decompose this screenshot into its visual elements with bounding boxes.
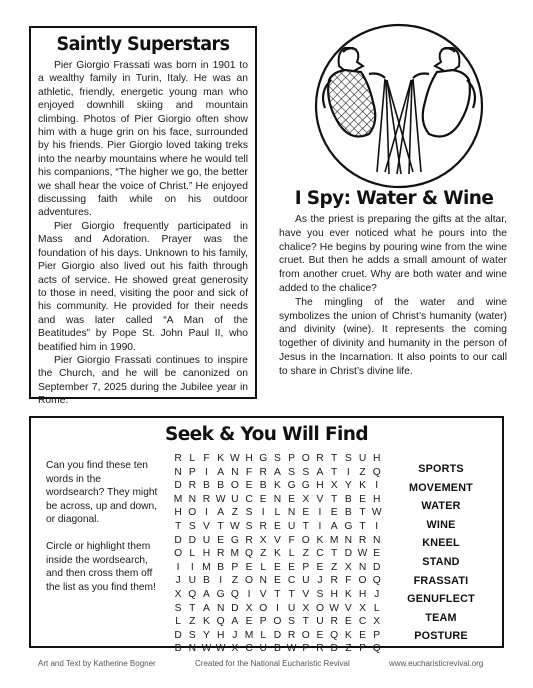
grid-letter[interactable]: I — [205, 466, 208, 478]
grid-letter[interactable]: T — [331, 548, 338, 560]
word-list-item[interactable]: SPORTS — [418, 463, 464, 475]
grid-letter[interactable]: L — [175, 616, 181, 628]
grid-letter[interactable]: H — [174, 507, 182, 519]
i-spy-paragraph-1: As the priest is preparing the gifts at the altar, have you ever noticed what he pours into the chalice? He begins by pouring wine from the wine cruet. But then he adds a small amount of water from another cruet. Why are both water and wine added to the chalice? — [279, 214, 507, 294]
grid-letter[interactable]: L — [274, 507, 281, 519]
grid-letter[interactable]: E — [273, 575, 281, 587]
grid-letter[interactable]: W — [229, 453, 240, 464]
grid-letter[interactable]: T — [174, 520, 182, 532]
grid-letter[interactable]: I — [190, 561, 194, 573]
grid-letter[interactable]: D — [174, 629, 182, 641]
grid-letter[interactable]: I — [176, 561, 180, 573]
grid-letter[interactable]: E — [330, 507, 338, 519]
grid-letter[interactable]: W — [201, 643, 212, 655]
word-list-item[interactable]: GENUFLECT — [407, 593, 475, 606]
word-list-item[interactable]: FRASSATI — [413, 574, 469, 587]
grid-letter[interactable]: C — [358, 616, 367, 628]
grid-letter[interactable]: U — [231, 493, 239, 505]
grid-letter[interactable]: S — [316, 588, 324, 600]
grid-letter[interactable]: E — [288, 561, 296, 573]
grid-row — [171, 534, 384, 548]
grid-letter[interactable]: U — [287, 520, 296, 532]
grid-letter[interactable]: D — [344, 548, 353, 560]
grid-letter[interactable]: R — [216, 548, 225, 560]
grid-letter[interactable]: W — [215, 493, 226, 505]
grid-letter[interactable]: V — [273, 534, 281, 546]
grid-row — [171, 602, 384, 616]
grid-letter[interactable]: O — [174, 548, 183, 560]
grid-letter[interactable]: T — [331, 453, 338, 464]
grid-letter[interactable]: U — [302, 575, 310, 587]
grid-letter[interactable]: Z — [231, 575, 238, 587]
grid-letter[interactable]: Z — [231, 507, 238, 519]
grid-letter[interactable]: W — [371, 507, 382, 519]
grid-letter[interactable]: T — [189, 602, 196, 614]
grid-letter[interactable]: H — [316, 480, 324, 492]
grid-row — [171, 452, 384, 466]
word-list — [386, 460, 496, 646]
cruets-pouring-illustration — [299, 22, 499, 190]
word-list-item[interactable]: KNEEL — [422, 537, 460, 550]
grid-letter[interactable]: U — [202, 534, 211, 546]
grid-letter[interactable]: L — [189, 453, 196, 464]
grid-letter[interactable]: P — [359, 643, 366, 655]
grid-letter[interactable]: D — [188, 534, 196, 546]
grid-letter[interactable]: Z — [359, 466, 366, 478]
grid-letter[interactable]: S — [188, 520, 196, 532]
grid-letter[interactable]: I — [318, 520, 322, 532]
grid-letter[interactable]: E — [359, 493, 366, 505]
grid-letter[interactable]: Z — [345, 643, 352, 655]
grid-letter[interactable]: R — [330, 616, 338, 628]
grid-letter[interactable]: T — [288, 588, 295, 600]
grid-letter[interactable]: B — [203, 480, 210, 492]
word-search-instructions — [46, 459, 161, 607]
grid-letter[interactable]: B — [203, 575, 210, 587]
grid-letter[interactable]: M — [244, 629, 254, 641]
grid-letter[interactable]: Z — [260, 548, 267, 560]
grid-letter[interactable]: H — [373, 493, 381, 505]
grid-letter[interactable]: M — [329, 534, 339, 546]
instructions-paragraph-1: Can you find these ten words in the wordsearch? They might be across, up and down, or diagonal. — [46, 460, 158, 526]
grid-row — [171, 520, 384, 534]
grid-letter[interactable]: W — [357, 548, 368, 560]
grid-letter[interactable]: K — [217, 453, 225, 464]
grid-letter[interactable]: R — [287, 629, 296, 641]
grid-letter[interactable]: I — [318, 507, 322, 519]
grid-letter[interactable]: C — [245, 493, 253, 505]
grid-letter[interactable]: Y — [203, 629, 210, 641]
grid-letter[interactable]: J — [232, 629, 238, 641]
grid-letter[interactable]: K — [316, 534, 324, 546]
grid-letter[interactable]: P — [302, 561, 310, 573]
grid-letter[interactable]: R — [316, 643, 324, 655]
grid-letter[interactable]: H — [202, 548, 211, 560]
word-list-item[interactable]: TEAM — [425, 611, 457, 624]
grid-letter[interactable]: K — [344, 629, 352, 641]
grid-letter[interactable]: X — [302, 493, 310, 505]
grid-letter[interactable]: S — [174, 602, 182, 614]
grid-letter[interactable]: K — [344, 588, 352, 600]
grid-letter[interactable]: Q — [230, 588, 239, 600]
grid-letter[interactable]: L — [288, 548, 295, 560]
grid-letter[interactable]: S — [245, 520, 253, 532]
grid-letter[interactable]: P — [288, 453, 296, 464]
grid-row — [171, 493, 384, 507]
grid-row — [171, 479, 384, 493]
grid-letter[interactable]: N — [287, 507, 296, 519]
grid-letter[interactable]: B — [344, 493, 352, 505]
grid-letter[interactable]: X — [231, 643, 239, 655]
grid-row — [171, 561, 384, 575]
grid-letter[interactable]: T — [331, 466, 338, 478]
grid-letter[interactable]: C — [287, 575, 296, 587]
footer-created: Created for the National Eucharistic Revival — [195, 659, 350, 668]
grid-letter[interactable]: V — [302, 588, 310, 600]
grid-letter[interactable]: H — [330, 588, 338, 600]
grid-letter[interactable]: F — [288, 534, 295, 546]
grid-letter[interactable]: Z — [331, 561, 338, 573]
grid-letter[interactable]: A — [330, 520, 338, 532]
grid-letter[interactable]: R — [259, 466, 267, 478]
grid-letter[interactable]: T — [359, 507, 366, 519]
page-footer — [38, 659, 498, 673]
grid-letter[interactable]: E — [259, 493, 267, 505]
grid-letter[interactable]: F — [203, 453, 210, 464]
grid-letter[interactable]: E — [316, 629, 324, 641]
grid-letter[interactable]: U — [259, 643, 267, 655]
grid-letter[interactable]: D — [373, 561, 381, 573]
grid-letter[interactable]: E — [288, 493, 296, 505]
grid-letter[interactable]: G — [216, 588, 225, 600]
grid-letter[interactable]: S — [344, 453, 352, 464]
grid-letter[interactable]: N — [259, 575, 267, 587]
grid-letter[interactable]: U — [287, 602, 296, 614]
grid-letter[interactable]: O — [259, 602, 268, 614]
grid-letter[interactable]: H — [373, 453, 381, 464]
grid-letter[interactable]: O — [245, 575, 254, 587]
grid-letter[interactable]: X — [174, 588, 182, 600]
grid-letter[interactable]: N — [216, 602, 225, 614]
grid-letter[interactable]: N — [188, 493, 196, 505]
saintly-paragraph-1: Pier Giorgio Frassati was born in 1901 to a wealthy family in Turin, Italy. He was an athletic, friendly, energetic young man who enjoyed downhill skiing and mountain climbing. Photos of Pier Giorgio often show him with a huge grin on his face, surrounded by his friends. Pier Giorgio loved taking treks into the nearby mountains where he would tell his companions, “The higher we go, the better we shall hear the voice of Christ.” He enjoyed discussing faith while on his outdoor adventures. — [38, 60, 248, 219]
grid-letter[interactable]: S — [188, 629, 196, 641]
grid-letter[interactable]: I — [261, 507, 265, 519]
grid-letter[interactable]: I — [375, 480, 379, 492]
i-spy-paragraph-2: The mingling of the water and wine symbolizes the union of Christ’s humanity (water) and divinity (wine). It represents the coming together of divinity and humanity in the person of Jesus in the Incarnation. It also points to our call to share in Christ’s divine life. — [279, 296, 507, 377]
grid-letter[interactable]: I — [375, 520, 379, 532]
word-list-item[interactable]: WATER — [421, 500, 461, 513]
grid-letter[interactable]: R — [316, 453, 324, 464]
grid-letter[interactable]: F — [345, 575, 352, 587]
grid-letter[interactable]: U — [188, 575, 196, 587]
grid-letter[interactable]: R — [174, 453, 182, 464]
grid-letter[interactable]: A — [231, 616, 239, 628]
grid-letter[interactable]: V — [203, 520, 210, 532]
grid-letter[interactable]: S — [288, 616, 296, 628]
i-spy-body — [279, 213, 507, 379]
saintly-superstars-box — [29, 26, 257, 407]
grid-letter[interactable]: N — [188, 643, 196, 655]
grid-letter[interactable]: L — [260, 629, 267, 641]
grid-letter[interactable]: Q — [330, 629, 339, 641]
grid-letter[interactable]: L — [189, 548, 196, 560]
grid-letter[interactable]: J — [374, 588, 380, 600]
grid-letter[interactable]: H — [245, 453, 253, 464]
grid-letter[interactable]: N — [273, 493, 282, 505]
grid-letter[interactable]: T — [217, 520, 224, 532]
grid-letter[interactable]: M — [230, 548, 240, 560]
word-list-item[interactable]: WINE — [426, 518, 456, 531]
grid-letter[interactable]: P — [188, 466, 196, 478]
footer-website[interactable]: www.eucharisticrevival.org — [389, 659, 484, 668]
grid-letter[interactable]: R — [330, 575, 338, 587]
grid-letter[interactable]: W — [215, 643, 226, 655]
grid-letter[interactable]: F — [245, 466, 253, 478]
grid-letter[interactable]: A — [217, 466, 225, 478]
grid-letter[interactable]: U — [316, 616, 324, 628]
grid-letter[interactable]: K — [203, 616, 210, 628]
grid-letter[interactable]: I — [205, 507, 208, 519]
grid-letter[interactable]: O — [230, 480, 239, 492]
grid-letter[interactable]: R — [202, 493, 211, 505]
grid-letter[interactable]: V — [259, 588, 267, 600]
grid-letter[interactable]: U — [358, 453, 367, 464]
grid-letter[interactable]: W — [329, 602, 340, 614]
grid-letter[interactable]: X — [302, 602, 310, 614]
grid-letter[interactable]: Q — [372, 575, 381, 587]
grid-letter[interactable]: P — [373, 629, 381, 641]
grid-letter[interactable]: Q — [188, 588, 197, 600]
grid-letter[interactable]: R — [188, 480, 196, 492]
grid-letter[interactable]: E — [316, 561, 324, 573]
grid-letter[interactable]: T — [331, 493, 338, 505]
grid-letter[interactable]: N — [174, 466, 182, 478]
grid-letter[interactable]: S — [245, 507, 253, 519]
grid-letter[interactable]: N — [231, 466, 239, 478]
grid-letter[interactable]: B — [344, 507, 352, 519]
grid-letter[interactable]: Z — [189, 616, 196, 628]
grid-letter[interactable]: A — [273, 466, 281, 478]
grid-letter[interactable]: C — [245, 643, 253, 655]
grid-letter[interactable]: E — [245, 616, 253, 628]
grid-letter[interactable]: E — [359, 629, 366, 641]
saintly-paragraph-2: Pier Giorgio frequently participated in Mass and Adoration. Prayer was the foundation of his days. Unknown to his family, Pier Giorgio also lived out his faith through acts of service. He showed great generosity to those in need, visiting the poor and sick of his community. He provided for their needs and was later called “A Man of the Beatitudes” by Pope St. John Paul II, who beatified him in 1990. — [38, 220, 248, 353]
grid-letter[interactable]: M — [173, 493, 183, 505]
grid-letter[interactable]: E — [302, 507, 310, 519]
grid-letter[interactable]: I — [346, 466, 350, 478]
grid-letter[interactable]: A — [217, 507, 225, 519]
grid-letter[interactable]: T — [274, 588, 281, 600]
word-search-title: Seek & You Will Find — [164, 424, 369, 445]
grid-letter[interactable]: E — [344, 616, 352, 628]
grid-letter[interactable]: L — [260, 561, 267, 573]
grid-letter[interactable]: O — [188, 507, 197, 519]
grid-letter[interactable]: Y — [344, 480, 352, 492]
grid-letter[interactable]: G — [344, 520, 353, 532]
grid-letter[interactable]: O — [301, 629, 310, 641]
grid-letter[interactable]: V — [344, 602, 352, 614]
grid-letter[interactable]: D — [273, 629, 282, 641]
grid-letter[interactable]: Q — [216, 616, 225, 628]
grid-letter[interactable]: W — [229, 520, 240, 532]
grid-letter[interactable]: E — [273, 520, 281, 532]
grid-letter[interactable]: C — [316, 548, 324, 560]
grid-letter[interactable]: S — [302, 466, 310, 478]
grid-letter[interactable]: O — [315, 602, 324, 614]
grid-letter[interactable]: O — [301, 453, 310, 464]
grid-letter[interactable]: H — [216, 629, 225, 641]
grid-letter[interactable]: G — [301, 480, 310, 492]
grid-row — [171, 506, 384, 520]
grid-letter[interactable]: L — [373, 602, 380, 614]
grid-letter[interactable]: T — [302, 520, 309, 532]
instructions-paragraph-2: Circle or highlight them inside the wordsearch, and then cross them off the list as you find them! — [46, 540, 156, 593]
grid-row — [171, 466, 384, 480]
grid-letter[interactable]: X — [245, 602, 253, 614]
grid-row — [171, 642, 384, 656]
saintly-paragraph-3: Pier Giorgio Frassati continues to inspire the Church, and he will be canonized on September 7, 2025 during the Jubilee year in Rome. — [38, 354, 248, 407]
grid-letter[interactable]: T — [302, 616, 309, 628]
grid-letter[interactable]: B — [217, 480, 225, 492]
saintly-superstars-title: Saintly Superstars — [56, 34, 230, 55]
grid-letter[interactable]: I — [219, 575, 223, 587]
word-list-item[interactable]: POSTURE — [414, 630, 468, 643]
grid-letter[interactable]: E — [245, 480, 253, 492]
grid-row — [171, 574, 384, 588]
grid-row — [171, 588, 384, 602]
grid-letter[interactable]: X — [373, 616, 381, 628]
grid-letter[interactable]: G — [287, 480, 296, 492]
grid-letter[interactable]: E — [245, 561, 253, 573]
grid-letter[interactable]: X — [344, 561, 352, 573]
grid-letter[interactable]: K — [273, 480, 281, 492]
grid-row — [171, 547, 384, 561]
grid-letter[interactable]: A — [316, 466, 324, 478]
grid-letter[interactable]: X — [259, 534, 267, 546]
grid-letter[interactable]: P — [231, 561, 239, 573]
word-search-box — [29, 416, 504, 655]
grid-letter[interactable]: K — [273, 548, 281, 560]
grid-letter[interactable]: N — [373, 534, 381, 546]
grid-letter[interactable]: O — [273, 616, 282, 628]
grid-letter[interactable]: S — [288, 466, 296, 478]
grid-letter[interactable]: N — [344, 534, 353, 546]
grid-letter[interactable]: R — [358, 534, 367, 546]
grid-letter[interactable]: Q — [372, 466, 381, 478]
grid-row — [171, 629, 384, 643]
grid-letter[interactable]: A — [203, 588, 210, 600]
grid-letter[interactable]: M — [202, 561, 211, 573]
grid-letter[interactable]: Q — [245, 548, 254, 560]
grid-letter[interactable]: I — [275, 602, 279, 614]
grid-letter[interactable]: P — [259, 616, 267, 628]
grid-letter[interactable]: Z — [302, 548, 309, 560]
grid-letter[interactable]: S — [273, 453, 281, 464]
grid-letter[interactable]: O — [358, 575, 367, 587]
word-list-item[interactable]: MOVEMENT — [409, 481, 473, 494]
grid-letter[interactable]: B — [273, 643, 281, 655]
grid-letter[interactable]: D — [174, 480, 182, 492]
grid-letter[interactable]: A — [203, 602, 210, 614]
grid-letter[interactable]: E — [217, 534, 225, 546]
grid-letter[interactable]: T — [359, 520, 366, 532]
i-spy-title: I Spy: Water & Wine — [294, 188, 494, 209]
grid-letter[interactable]: B — [259, 480, 267, 492]
grid-letter[interactable]: X — [330, 480, 338, 492]
grid-letter[interactable]: R — [259, 520, 267, 532]
grid-letter[interactable]: D — [231, 602, 239, 614]
grid-letter[interactable]: X — [359, 602, 366, 614]
grid-letter[interactable]: D — [330, 643, 338, 655]
grid-letter[interactable]: K — [359, 480, 366, 492]
grid-letter[interactable]: H — [358, 588, 367, 600]
grid-letter[interactable]: B — [174, 643, 182, 655]
grid-letter[interactable]: G — [230, 534, 239, 546]
grid-letter[interactable]: G — [259, 453, 268, 464]
grid-letter[interactable]: E — [273, 561, 281, 573]
grid-letter[interactable]: W — [286, 643, 297, 655]
word-list-item[interactable]: STAND — [422, 555, 460, 568]
grid-row — [171, 615, 384, 629]
grid-letter[interactable]: P — [302, 643, 310, 655]
grid-letter[interactable]: E — [373, 548, 381, 560]
grid-letter[interactable]: J — [317, 575, 323, 587]
word-search-grid[interactable] — [171, 452, 384, 656]
grid-letter[interactable]: R — [245, 534, 253, 546]
footer-credit: Art and Text by Katherine Bogner — [38, 659, 156, 668]
grid-letter[interactable]: B — [217, 561, 225, 573]
grid-letter[interactable]: N — [358, 561, 367, 573]
grid-letter[interactable]: V — [316, 493, 324, 505]
grid-letter[interactable]: I — [247, 588, 251, 600]
grid-letter[interactable]: O — [301, 534, 310, 546]
grid-letter[interactable]: J — [175, 575, 181, 587]
grid-letter[interactable]: Q — [372, 643, 381, 655]
grid-letter[interactable]: D — [174, 534, 182, 546]
